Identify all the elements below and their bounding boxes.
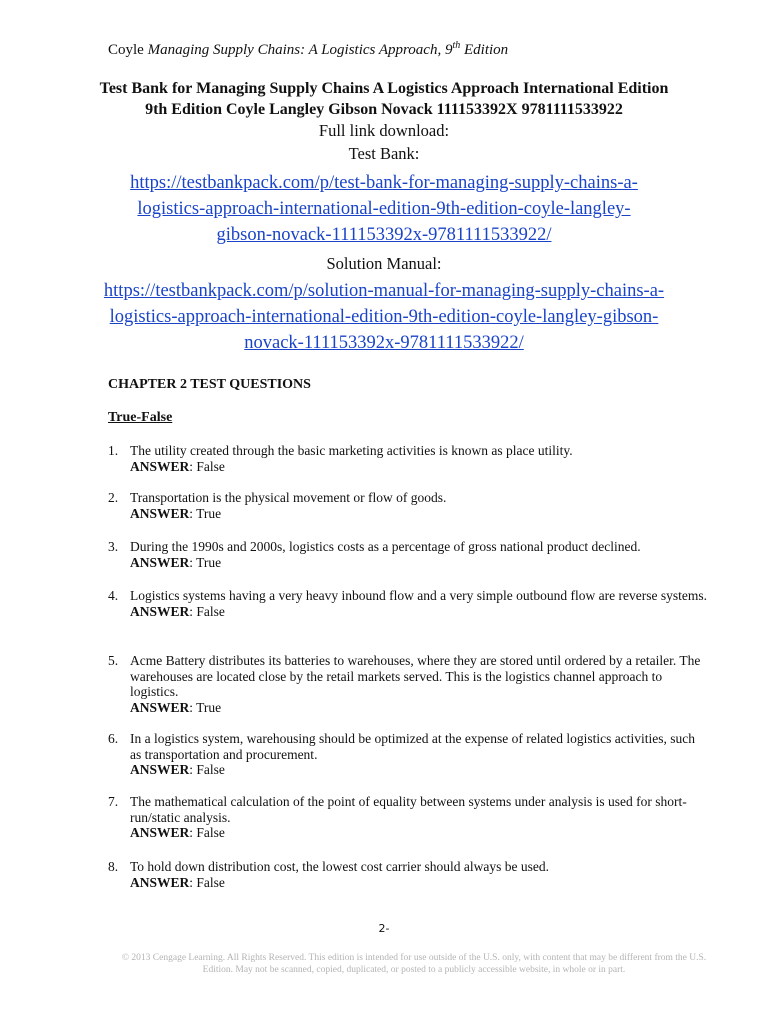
question-text: To hold down distribution cost, the lowest cost carrier should always be used. — [130, 859, 549, 874]
title-line-1: Test Bank for Managing Supply Chains A Logistics Approach International Edition — [99, 80, 669, 97]
question-number: 4. — [108, 588, 119, 603]
question-answer: ANSWER: True — [130, 699, 222, 715]
question-number: 1. — [108, 443, 119, 458]
question-item — [108, 443, 708, 474]
question-text: In a logistics system, warehousing should be optimized at the expense of related logistics activities, such as transportation and procurement. — [130, 731, 695, 762]
question-text: Acme Battery distributes its batteries to warehouses, where they are stored until ordered by a retailer. The warehouses are located close by the retail markets served. This is the logistics channel approach to logistics. — [130, 653, 701, 699]
question-answer: ANSWER: False — [130, 874, 225, 890]
question-answer: ANSWER: False — [130, 762, 225, 777]
solution-manual-link[interactable]: https://testbankpack.com/p/solution-manual-for-managing-supply-chains-a- logistics-approach-international-edition-9th-edition-coyle-langley-gibson- novack-111153392x-9781111533922/ — [103, 281, 665, 353]
question-item — [108, 731, 708, 778]
test-bank-label: Test Bank: — [348, 144, 420, 163]
question-item — [108, 588, 708, 619]
question-answer: ANSWER: True — [130, 554, 222, 570]
section-heading: True-False — [108, 410, 173, 425]
test-bank-link[interactable]: https://testbankpack.com/p/test-bank-for-managing-supply-chains-a- logistics-approach-international-edition-9th-edition-coyle-langley- gibson-novack-111153392x-9781111533922/ — [130, 173, 638, 245]
document-title — [60, 78, 708, 120]
chapter-heading: CHAPTER 2 TEST QUESTIONS — [108, 377, 311, 392]
question-item — [108, 539, 708, 570]
question-answer: ANSWER: False — [130, 458, 225, 474]
question-number: 8. — [108, 859, 119, 874]
header-edition-superscript: th — [452, 40, 461, 51]
question-text: During the 1990s and 2000s, logistics costs as a percentage of gross national product declined. — [130, 539, 641, 554]
copyright-footer: © 2013 Cengage Learning. All Rights Reserved. This edition is intended for use outside of the U.S. only, with content that may be different from the U.S. Edition. May not be scanned, copied, duplicated, or posted to a publicly accessible website, in whole or in part. — [121, 953, 707, 975]
question-item — [108, 653, 708, 715]
question-text: The mathematical calculation of the point of equality between systems under analysis is used for short-run/static analysis. — [130, 794, 687, 825]
question-item — [108, 859, 708, 890]
running-header — [108, 40, 508, 59]
question-number: 5. — [108, 653, 119, 668]
question-text: Transportation is the physical movement or flow of goods. — [130, 490, 447, 505]
test-bank-link-block — [100, 170, 668, 248]
question-item — [108, 490, 708, 521]
solution-manual-label: Solution Manual: — [326, 254, 442, 273]
question-item — [108, 794, 708, 841]
question-number: 3. — [108, 539, 119, 554]
question-number: 6. — [108, 731, 119, 746]
question-answer: ANSWER: False — [130, 825, 225, 840]
question-text: The utility created through the basic marketing activities is known as place utility. — [130, 443, 573, 458]
header-book-title: Managing Supply Chains: A Logistics Approach, 9 — [147, 42, 453, 58]
title-line-2: 9th Edition Coyle Langley Gibson Novack 111153392X 9781111533922 — [145, 101, 623, 118]
full-link-label: Full link download: — [318, 121, 450, 140]
header-author: Coyle — [108, 42, 144, 58]
solution-manual-link-block — [60, 278, 708, 356]
question-number: 7. — [108, 794, 119, 809]
page-number: 2- — [378, 922, 390, 935]
question-number: 2. — [108, 490, 119, 505]
header-edition-word: Edition — [464, 42, 509, 58]
question-answer: ANSWER: True — [130, 505, 222, 521]
question-answer: ANSWER: False — [130, 603, 225, 619]
question-text: Logistics systems having a very heavy inbound flow and a very simple outbound flow are reverse systems. — [130, 588, 707, 603]
